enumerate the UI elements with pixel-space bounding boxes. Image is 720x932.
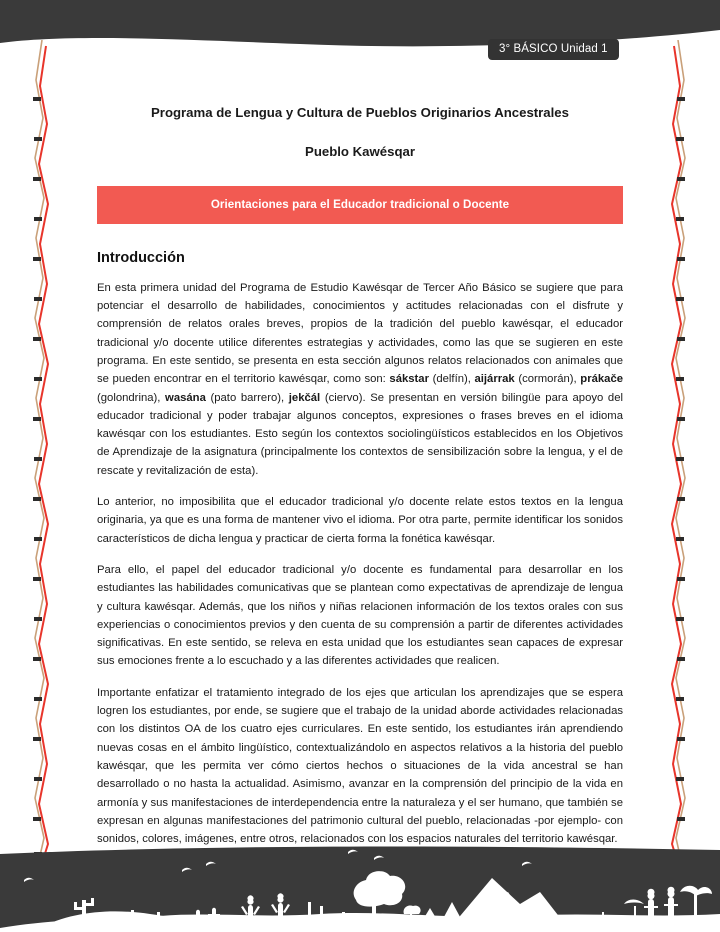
footer-silhouette-art (0, 844, 720, 932)
animal-term: wasána (165, 391, 211, 404)
paragraph-1-lead: En esta primera unidad del Programa de Estudio Kawésqar de Tercer Año Básico se sugiere que para potenciar el desarrollo de habilidades, conocimientos y actitudes relacionadas con el disfrute y comprensión de relatos orales breves, propios de la tradición del pueblo kawésqar, el educador tradicional y/o docente utilice diferentes estrategias y actividades, como las que se sugieren en este programa. En este sentido, se presenta en esta sección algunos relatos relacionados con animales que se pueden encontrar en el territorio kawésqar, como son: (97, 281, 623, 386)
page-subtitle: Pueblo Kawésqar (305, 143, 415, 159)
page-title: Programa de Lengua y Cultura de Pueblos Originarios Ancestrales (151, 105, 569, 120)
unit-badge: 3° BÁSICO Unidad 1 (488, 39, 619, 60)
animal-term: sákstar (389, 373, 433, 386)
section-heading-introduccion: Introducción (97, 249, 185, 266)
animal-term-gloss: (ciervo). (324, 391, 371, 404)
paragraph-3: Para ello, el papel del educador tradicional y/o docente es fundamental para desarrollar en los estudiantes las habilidades comunicativas que se plantean como expectativas de aprendizaje de lengua y cultura kawésqar. Además, que los niños y niñas relacionen información de los textos orales con sus experiencias o conocimientos previos y den cuenta de su comprensión a partir de diferentes actividades significativas. En este sentido, se releva en esta unidad que los estudiantes sean capaces de expresar sus emociones frente a lo escuchado y a las diferentes actividades que realicen. (97, 563, 623, 668)
paragraph-1-tail: Se presentan en versión bilingüe para apoyo del educador tradicional y poder trabajar algunos conceptos, expresiones o frases breves en el idioma kawésqar con los estudiantes. Esto según los contextos sociolingüísticos establecidos en los Objetivos de Aprendizaje de la asignatura (principalmente los contextos de sensibilización sobre la lengua, y el de rescate y revitalización de esta). (97, 391, 623, 477)
orientation-banner-label: Orientaciones para el Educador tradicional o Docente (210, 198, 510, 212)
paragraph-4: Importante enfatizar el tratamiento integrado de los ejes que articulan los aprendizajes que se espera logren los estudiantes, por ende, se sugiere que el trabajo de la unidad aborde actividades relacionadas con los distintos OA de los cuatro ejes curriculares. En este sentido, los estudiantes irán aprendiendo nuevas cosas en el ámbito lingüístico, contextualizándolo en aspectos relativos a la historia del pueblo kawésqar, que les permita ver cómo ciertos hechos o situaciones de la vida ancestral se han desarrollado o no hasta la actualidad. Asimismo, avanzar en la comprensión del principio de la vida en armonía y sus manifestaciones de interdependencia entre la naturaleza y el ser humano, que también se expresan en algunas manifestaciones del patrimonio cultural del pueblo, relacionadas -por ejemplo- con sonidos, colores, imágenes, entre otros, relacionados con los espacios naturales del territorio kawésqar. (97, 686, 623, 846)
animal-term: prákače (580, 373, 624, 386)
paragraph-2: Lo anterior, no imposibilita que el educador tradicional y/o docente relate estos textos en la lengua originaria, ya que es una forma de mantener vivo el idioma. Por otra parte, permite identificar los sonidos característicos de dicha lengua y practicar de cierta forma la fonética kawésqar. (97, 496, 623, 545)
animal-term-gloss: (pato barrero), (210, 391, 289, 404)
paragraph-1 (97, 279, 623, 480)
animal-term-gloss: (golondrina), (97, 391, 166, 404)
animal-term: jekčál (288, 391, 325, 404)
orientation-banner (97, 186, 623, 224)
document-content (0, 62, 720, 848)
animal-term: aijárrak (474, 373, 519, 386)
animal-term-gloss: (cormorán), (518, 373, 581, 386)
animal-term-gloss: (delfín), (432, 373, 475, 386)
